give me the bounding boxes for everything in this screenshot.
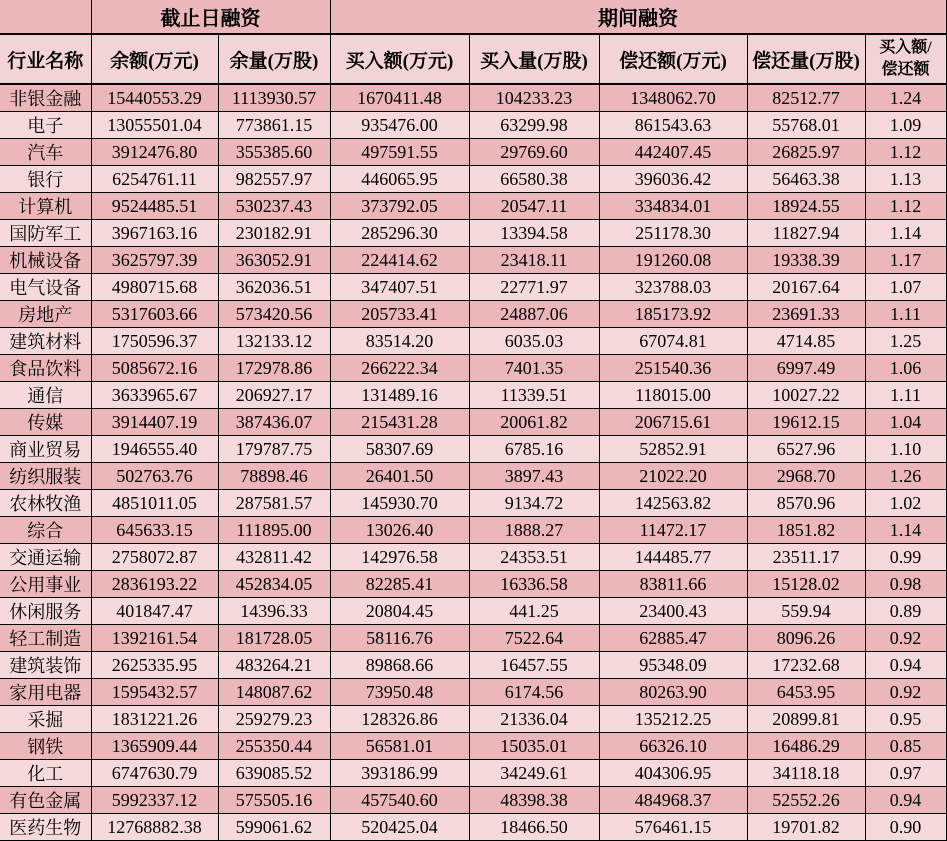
value-cell: 0.92 [865,625,946,652]
value-cell: 1348062.70 [599,84,747,112]
table-row [0,652,946,679]
value-cell: 0.92 [865,679,946,706]
value-cell: 1.26 [865,463,946,490]
value-cell: 172978.86 [218,355,330,382]
value-cell: 1.25 [865,328,946,355]
value-cell: 118015.00 [599,382,747,409]
ratio-header-line2: 偿还额 [881,61,930,78]
value-cell: 23511.17 [747,544,865,571]
table-row [0,733,946,760]
value-cell: 5085672.16 [91,355,218,382]
industry-name-cell: 电子 [0,112,91,139]
value-cell: 6785.16 [469,436,599,463]
value-cell: 135212.25 [599,706,747,733]
table-row [0,571,946,598]
value-cell: 142976.58 [330,544,469,571]
value-cell: 1392161.54 [91,625,218,652]
value-cell: 205733.41 [330,301,469,328]
value-cell: 191260.08 [599,247,747,274]
value-cell: 0.94 [865,652,946,679]
value-cell: 559.94 [747,598,865,625]
value-cell: 48398.38 [469,787,599,814]
table-body [0,84,946,841]
industry-name-cell: 电气设备 [0,274,91,301]
value-cell: 34249.61 [469,760,599,787]
value-cell: 6035.03 [469,328,599,355]
value-cell: 442407.45 [599,139,747,166]
table-row [0,193,946,220]
value-cell: 142563.82 [599,490,747,517]
value-cell: 104233.23 [469,84,599,112]
value-cell: 5992337.12 [91,787,218,814]
value-cell: 13055501.04 [91,112,218,139]
value-cell: 230182.91 [218,220,330,247]
value-cell: 3914407.19 [91,409,218,436]
value-cell: 355385.60 [218,139,330,166]
table-row [0,247,946,274]
table-row [0,814,946,841]
value-cell: 1.12 [865,139,946,166]
value-cell: 3912476.80 [91,139,218,166]
value-cell: 19612.15 [747,409,865,436]
value-cell: 3625797.39 [91,247,218,274]
value-cell: 1750596.37 [91,328,218,355]
value-cell: 73950.48 [330,679,469,706]
table-row [0,274,946,301]
header-column-row [0,34,946,84]
industry-name-cell: 通信 [0,382,91,409]
value-cell: 639085.52 [218,760,330,787]
value-cell: 7401.35 [469,355,599,382]
table-row [0,760,946,787]
value-cell: 4851011.05 [91,490,218,517]
industry-name-cell: 计算机 [0,193,91,220]
value-cell: 3897.43 [469,463,599,490]
value-cell: 12768882.38 [91,814,218,841]
value-cell: 132133.12 [218,328,330,355]
value-cell: 56463.38 [747,166,865,193]
value-cell: 20167.64 [747,274,865,301]
value-cell: 14396.33 [218,598,330,625]
group-header-cutoff-financing: 截止日融资 [91,0,330,34]
industry-name-cell: 化工 [0,760,91,787]
value-cell: 95348.09 [599,652,747,679]
table-row [0,679,946,706]
value-cell: 363052.91 [218,247,330,274]
value-cell: 401847.47 [91,598,218,625]
table-row [0,787,946,814]
value-cell: 24353.51 [469,544,599,571]
value-cell: 19701.82 [747,814,865,841]
value-cell: 52552.26 [747,787,865,814]
value-cell: 1.10 [865,436,946,463]
value-cell: 15440553.29 [91,84,218,112]
value-cell: 19338.39 [747,247,865,274]
value-cell: 6997.49 [747,355,865,382]
value-cell: 396036.42 [599,166,747,193]
value-cell: 3967163.16 [91,220,218,247]
value-cell: 83811.66 [599,571,747,598]
value-cell: 255350.44 [218,733,330,760]
value-cell: 520425.04 [330,814,469,841]
value-cell: 148087.62 [218,679,330,706]
industry-name-cell: 纺织服装 [0,463,91,490]
value-cell: 89868.66 [330,652,469,679]
value-cell: 22771.97 [469,274,599,301]
value-cell: 334834.01 [599,193,747,220]
value-cell: 0.85 [865,733,946,760]
industry-name-cell: 轻工制造 [0,625,91,652]
value-cell: 24887.06 [469,301,599,328]
value-cell: 18924.55 [747,193,865,220]
table-row [0,625,946,652]
table-row [0,112,946,139]
value-cell: 6747630.79 [91,760,218,787]
value-cell: 13394.58 [469,220,599,247]
value-cell: 0.89 [865,598,946,625]
value-cell: 6453.95 [747,679,865,706]
value-cell: 21336.04 [469,706,599,733]
value-cell: 251178.30 [599,220,747,247]
column-header-repay-amount: 偿还额(万元) [599,34,747,84]
value-cell: 21022.20 [599,463,747,490]
industry-name-cell: 食品饮料 [0,355,91,382]
value-cell: 23400.43 [599,598,747,625]
value-cell: 362036.51 [218,274,330,301]
industry-name-cell: 建筑材料 [0,328,91,355]
industry-name-cell: 汽车 [0,139,91,166]
column-header-remaining-volume: 余量(万股) [218,34,330,84]
value-cell: 2836193.22 [91,571,218,598]
industry-name-cell: 国防军工 [0,220,91,247]
industry-name-cell: 休闲服务 [0,598,91,625]
value-cell: 4980715.68 [91,274,218,301]
value-cell: 15035.01 [469,733,599,760]
table-row [0,328,946,355]
value-cell: 1851.82 [747,517,865,544]
value-cell: 446065.95 [330,166,469,193]
value-cell: 82285.41 [330,571,469,598]
value-cell: 599061.62 [218,814,330,841]
value-cell: 935476.00 [330,112,469,139]
table-row [0,220,946,247]
value-cell: 287581.57 [218,490,330,517]
column-header-buy-amount: 买入额(万元) [330,34,469,84]
industry-name-cell: 非银金融 [0,84,91,112]
value-cell: 4714.85 [747,328,865,355]
value-cell: 181728.05 [218,625,330,652]
value-cell: 1.12 [865,193,946,220]
value-cell: 58307.69 [330,436,469,463]
column-header-repay-volume: 偿还量(万股) [747,34,865,84]
table-row [0,517,946,544]
column-header-industry-name: 行业名称 [0,34,91,84]
value-cell: 1.14 [865,220,946,247]
column-header-buy-volume: 买入量(万股) [469,34,599,84]
value-cell: 16336.58 [469,571,599,598]
value-cell: 80263.90 [599,679,747,706]
value-cell: 251540.36 [599,355,747,382]
industry-name-cell: 农林牧渔 [0,490,91,517]
value-cell: 1831221.26 [91,706,218,733]
value-cell: 16457.55 [469,652,599,679]
value-cell: 432811.42 [218,544,330,571]
column-header-balance: 余额(万元) [91,34,218,84]
value-cell: 215431.28 [330,409,469,436]
value-cell: 34118.18 [747,760,865,787]
value-cell: 6254761.11 [91,166,218,193]
industry-name-cell: 银行 [0,166,91,193]
table-row [0,355,946,382]
value-cell: 26401.50 [330,463,469,490]
value-cell: 483264.21 [218,652,330,679]
industry-name-cell: 钢铁 [0,733,91,760]
value-cell: 2968.70 [747,463,865,490]
industry-name-cell: 综合 [0,517,91,544]
value-cell: 17232.68 [747,652,865,679]
value-cell: 111895.00 [218,517,330,544]
value-cell: 55768.01 [747,112,865,139]
table-row [0,490,946,517]
value-cell: 387436.07 [218,409,330,436]
value-cell: 5317603.66 [91,301,218,328]
value-cell: 576461.15 [599,814,747,841]
industry-name-cell: 公用事业 [0,571,91,598]
value-cell: 347407.51 [330,274,469,301]
value-cell: 1.17 [865,247,946,274]
table-row [0,166,946,193]
value-cell: 323788.03 [599,274,747,301]
value-cell: 16486.29 [747,733,865,760]
value-cell: 373792.05 [330,193,469,220]
value-cell: 285296.30 [330,220,469,247]
value-cell: 145930.70 [330,490,469,517]
value-cell: 10027.22 [747,382,865,409]
table-row [0,409,946,436]
value-cell: 179787.75 [218,436,330,463]
table-row [0,301,946,328]
value-cell: 259279.23 [218,706,330,733]
value-cell: 7522.64 [469,625,599,652]
value-cell: 20547.11 [469,193,599,220]
value-cell: 1.02 [865,490,946,517]
value-cell: 20061.82 [469,409,599,436]
value-cell: 23691.33 [747,301,865,328]
value-cell: 20804.45 [330,598,469,625]
value-cell: 67074.81 [599,328,747,355]
group-header-period-financing: 期间融资 [330,0,946,34]
value-cell: 6527.96 [747,436,865,463]
table-row [0,598,946,625]
value-cell: 144485.77 [599,544,747,571]
value-cell: 0.95 [865,706,946,733]
value-cell: 1946555.40 [91,436,218,463]
value-cell: 56581.01 [330,733,469,760]
value-cell: 404306.95 [599,760,747,787]
value-cell: 1.09 [865,112,946,139]
value-cell: 0.97 [865,760,946,787]
table-row [0,139,946,166]
value-cell: 62885.47 [599,625,747,652]
industry-name-cell: 房地产 [0,301,91,328]
value-cell: 3633965.67 [91,382,218,409]
table-row [0,84,946,112]
table-row [0,436,946,463]
ratio-header-line1: 买入额/ [879,39,932,57]
industry-name-cell: 商业贸易 [0,436,91,463]
value-cell: 66326.10 [599,733,747,760]
value-cell: 1.24 [865,84,946,112]
value-cell: 1.11 [865,382,946,409]
value-cell: 11827.94 [747,220,865,247]
value-cell: 18466.50 [469,814,599,841]
value-cell: 128326.86 [330,706,469,733]
value-cell: 8096.26 [747,625,865,652]
value-cell: 11472.17 [599,517,747,544]
industry-name-cell: 医药生物 [0,814,91,841]
value-cell: 2758072.87 [91,544,218,571]
value-cell: 0.99 [865,544,946,571]
value-cell: 266222.34 [330,355,469,382]
value-cell: 9524485.51 [91,193,218,220]
value-cell: 1365909.44 [91,733,218,760]
value-cell: 26825.97 [747,139,865,166]
value-cell: 502763.76 [91,463,218,490]
column-header-buy-repay-ratio [865,34,946,84]
value-cell: 1.07 [865,274,946,301]
value-cell: 452834.05 [218,571,330,598]
value-cell: 530237.43 [218,193,330,220]
value-cell: 131489.16 [330,382,469,409]
header-group-row [0,0,946,34]
value-cell: 1888.27 [469,517,599,544]
value-cell: 63299.98 [469,112,599,139]
value-cell: 9134.72 [469,490,599,517]
industry-name-cell: 家用电器 [0,679,91,706]
value-cell: 457540.60 [330,787,469,814]
industry-name-cell: 传媒 [0,409,91,436]
value-cell: 82512.77 [747,84,865,112]
value-cell: 1.04 [865,409,946,436]
value-cell: 861543.63 [599,112,747,139]
value-cell: 1113930.57 [218,84,330,112]
value-cell: 66580.38 [469,166,599,193]
value-cell: 0.94 [865,787,946,814]
value-cell: 441.25 [469,598,599,625]
value-cell: 8570.96 [747,490,865,517]
value-cell: 6174.56 [469,679,599,706]
industry-name-cell: 交通运输 [0,544,91,571]
value-cell: 484968.37 [599,787,747,814]
value-cell: 78898.46 [218,463,330,490]
value-cell: 1.11 [865,301,946,328]
value-cell: 1.14 [865,517,946,544]
value-cell: 497591.55 [330,139,469,166]
value-cell: 20899.81 [747,706,865,733]
value-cell: 23418.11 [469,247,599,274]
value-cell: 982557.97 [218,166,330,193]
value-cell: 645633.15 [91,517,218,544]
industry-name-cell: 建筑装饰 [0,652,91,679]
value-cell: 15128.02 [747,571,865,598]
value-cell: 575505.16 [218,787,330,814]
value-cell: 185173.92 [599,301,747,328]
value-cell: 29769.60 [469,139,599,166]
value-cell: 0.90 [865,814,946,841]
value-cell: 1.13 [865,166,946,193]
value-cell: 2625335.95 [91,652,218,679]
value-cell: 206927.17 [218,382,330,409]
value-cell: 83514.20 [330,328,469,355]
industry-name-cell: 采掘 [0,706,91,733]
industry-name-cell: 机械设备 [0,247,91,274]
value-cell: 1.06 [865,355,946,382]
value-cell: 1595432.57 [91,679,218,706]
value-cell: 58116.76 [330,625,469,652]
value-cell: 393186.99 [330,760,469,787]
value-cell: 13026.40 [330,517,469,544]
value-cell: 52852.91 [599,436,747,463]
value-cell: 773861.15 [218,112,330,139]
table-row [0,463,946,490]
table-row [0,706,946,733]
value-cell: 0.98 [865,571,946,598]
value-cell: 206715.61 [599,409,747,436]
value-cell: 573420.56 [218,301,330,328]
value-cell: 11339.51 [469,382,599,409]
industry-name-cell: 有色金属 [0,787,91,814]
value-cell: 224414.62 [330,247,469,274]
table-row [0,544,946,571]
table-row [0,382,946,409]
value-cell: 1670411.48 [330,84,469,112]
corner-cell [0,0,91,34]
